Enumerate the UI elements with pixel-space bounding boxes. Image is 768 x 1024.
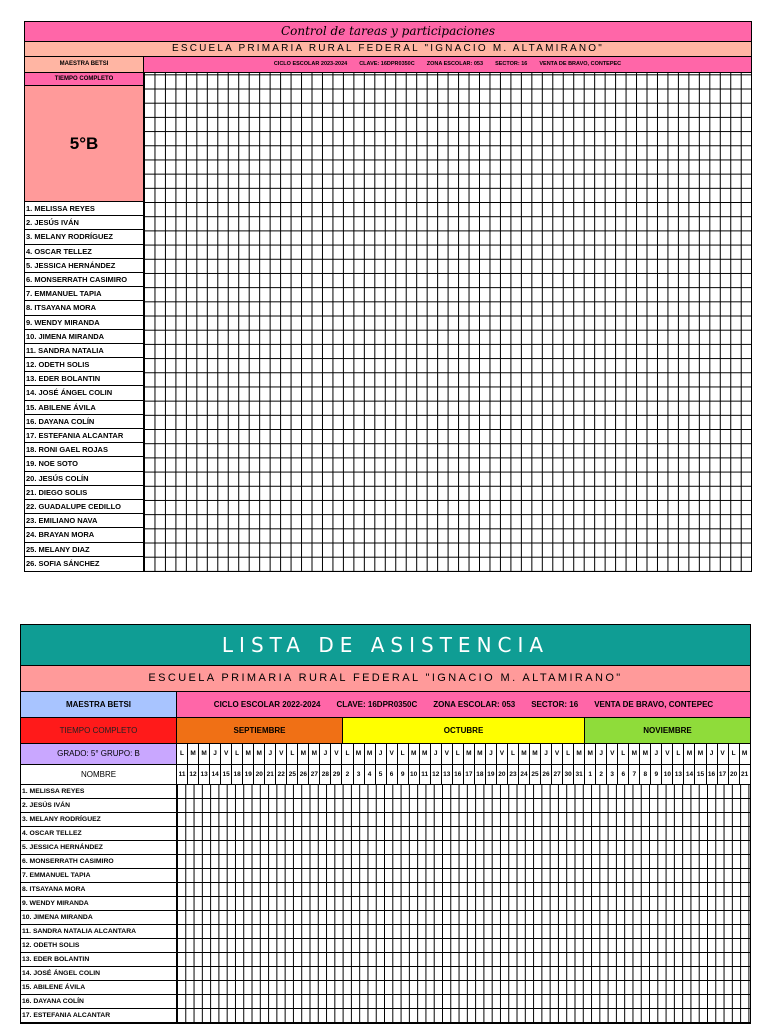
date-cell: 25 xyxy=(530,765,541,784)
weekday-cell: M xyxy=(409,744,420,764)
student-name: 5. JESSICA HERNÁNDEZ xyxy=(21,841,176,855)
weekday-cell: M xyxy=(574,744,585,764)
weekday-cell: V xyxy=(442,744,453,764)
student-name: 17. ESTEFANIA ALCANTAR xyxy=(21,1009,176,1023)
asistencia-grade-group: GRADO: 5° GRUPO: B xyxy=(21,744,177,764)
asistencia-ciclo: CICLO ESCOLAR 2022-2024 xyxy=(213,700,321,709)
weekday-cell: L xyxy=(177,744,188,764)
student-name: 9. WENDY MIRANDA xyxy=(25,316,143,330)
student-name: 21. DIEGO SOLIS xyxy=(25,486,143,500)
date-cell: 11 xyxy=(420,765,431,784)
weekday-cell: L xyxy=(398,744,409,764)
date-headers xyxy=(177,765,750,784)
month-octubre: OCTUBRE xyxy=(343,718,585,743)
tareas-school-name: ESCUELA PRIMARIA RURAL FEDERAL "IGNACIO M. ALTAMIRANO" xyxy=(24,42,752,57)
weekday-cell: V xyxy=(607,744,618,764)
weekday-cell: M xyxy=(254,744,265,764)
student-name: 16. DAYANA COLÍN xyxy=(25,415,143,429)
student-name: 2. JESÚS IVÁN xyxy=(25,216,143,230)
student-name: 15. ABILENE ÁVILA xyxy=(25,401,143,415)
date-cell: 21 xyxy=(740,771,749,778)
weekday-cell: L xyxy=(508,744,519,764)
student-name: 14. JOSÉ ÁNGEL COLIN xyxy=(25,386,143,400)
date-cell: 14 xyxy=(210,765,221,784)
weekday-cell: M xyxy=(741,750,748,757)
asistencia-title: LISTA DE ASISTENCIA xyxy=(20,624,751,666)
weekday-cell: L xyxy=(453,744,464,764)
weekday-cell: M xyxy=(199,744,210,764)
date-cell: 15 xyxy=(221,765,232,784)
student-name: 10. JIMENA MIRANDA xyxy=(21,911,176,925)
weekday-cell: J xyxy=(541,744,552,764)
date-cell: 19 xyxy=(243,765,254,784)
asistencia-clave: CLAVE: 16DPR0350C xyxy=(336,700,418,709)
date-cell: 30 xyxy=(563,765,574,784)
tareas-title: Control de tareas y participaciones xyxy=(24,21,752,42)
weekday-cell: L xyxy=(729,744,740,764)
student-name: 4. OSCAR TELLEZ xyxy=(25,245,143,259)
asistencia-sector: SECTOR: 16 xyxy=(531,700,579,709)
weekday-cell: V xyxy=(552,744,563,764)
asistencia-student-list xyxy=(21,785,177,1023)
student-name: 20. JESÚS COLÍN xyxy=(25,472,143,486)
weekday-cell: M xyxy=(298,744,309,764)
tareas-sector: SECTOR: 16 xyxy=(495,61,528,67)
asistencia-zona: ZONA ESCOLAR: 053 xyxy=(433,700,516,709)
weekday-cell: M xyxy=(420,744,431,764)
student-name: 7. EMMANUEL TAPIA xyxy=(21,869,176,883)
student-name: 5. JESSICA HERNÁNDEZ xyxy=(25,259,143,273)
date-cell: 31 xyxy=(574,765,585,784)
weekday-cell: M xyxy=(530,744,541,764)
weekday-cell: M xyxy=(475,744,486,764)
date-cell: 7 xyxy=(629,765,640,784)
tareas-teacher: MAESTRA BETSI xyxy=(25,57,144,72)
date-cell: 6 xyxy=(387,765,398,784)
date-cell: 27 xyxy=(309,765,320,784)
asistencia-school-name: ESCUELA PRIMARIA RURAL FEDERAL "IGNACIO M. ALTAMIRANO" xyxy=(20,666,751,692)
asistencia-dates-row xyxy=(20,765,751,785)
weekday-cell: J xyxy=(707,744,718,764)
weekday-cell: M xyxy=(365,744,376,764)
weekday-cell: M xyxy=(695,744,706,764)
student-name: 19. NOE SOTO xyxy=(25,457,143,471)
student-name: 10. JIMENA MIRANDA xyxy=(25,330,143,344)
date-cell: 9 xyxy=(398,765,409,784)
date-cell: 24 xyxy=(519,765,530,784)
student-name: 6. MONSERRATH CASIMIRO xyxy=(21,855,176,869)
date-cell: 23 xyxy=(508,765,519,784)
asistencia-school-info xyxy=(177,692,750,717)
date-cell: 19 xyxy=(486,765,497,784)
student-name: 2. JESÚS IVÁN xyxy=(21,799,176,813)
date-cell: 2 xyxy=(342,765,353,784)
asistencia-body xyxy=(20,785,751,1024)
student-name: 13. EDER BOLANTIN xyxy=(25,372,143,386)
weekday-cell: V xyxy=(718,744,729,764)
weekday-cell: J xyxy=(210,744,221,764)
weekday-cell: M xyxy=(243,744,254,764)
weekday-cell: L xyxy=(563,744,574,764)
student-name: 13. EDER BOLANTIN xyxy=(21,953,176,967)
month-septiembre: SEPTIEMBRE xyxy=(177,718,343,743)
date-cell: 8 xyxy=(640,765,651,784)
weekday-cell: L xyxy=(232,744,243,764)
weekday-cell: V xyxy=(387,744,398,764)
weekday-cell: M xyxy=(464,744,475,764)
weekday-cell: L xyxy=(618,744,629,764)
date-cell: 18 xyxy=(475,765,486,784)
weekday-cell: V xyxy=(331,744,342,764)
tareas-zona: ZONA ESCOLAR: 053 xyxy=(426,61,484,67)
student-name: 24. BRAYAN MORA xyxy=(25,528,143,542)
student-name: 8. ITSAYANA MORA xyxy=(25,301,143,315)
date-cell: 13 xyxy=(673,765,684,784)
asistencia-nombre-header: NOMBRE xyxy=(21,765,177,784)
date-cell: 13 xyxy=(199,765,210,784)
student-name: 9. WENDY MIRANDA xyxy=(21,897,176,911)
date-cell: 29 xyxy=(331,765,342,784)
date-cell: 12 xyxy=(188,765,199,784)
date-cell: 15 xyxy=(695,765,706,784)
weekday-cell: M xyxy=(585,744,596,764)
weekday-cell: J xyxy=(651,744,662,764)
date-cell: 1 xyxy=(585,765,596,784)
weekday-cell: V xyxy=(497,744,508,764)
student-name: 12. ODETH SOLIS xyxy=(25,358,143,372)
date-cell: 20 xyxy=(497,765,508,784)
tareas-clave: CLAVE: 16DPR0350C xyxy=(359,61,415,67)
weekday-headers xyxy=(177,744,750,764)
date-cell: 14 xyxy=(684,765,695,784)
tareas-lugar: VENTA DE BRAVO, CONTEPEC xyxy=(539,61,622,67)
date-cell: 3 xyxy=(354,765,365,784)
asistencia-mark-grid[interactable] xyxy=(177,785,750,1023)
student-name: 12. ODETH SOLIS xyxy=(21,939,176,953)
date-cell: 6 xyxy=(618,765,629,784)
date-cell: 21 xyxy=(265,765,276,784)
student-name: 15. ABILENE ÁVILA xyxy=(21,981,176,995)
weekday-cell: M xyxy=(684,744,695,764)
asistencia-sheet xyxy=(20,624,751,1024)
tareas-student-list xyxy=(25,202,143,571)
date-cell: 11 xyxy=(177,765,188,784)
student-name: 14. JOSÉ ÁNGEL COLIN xyxy=(21,967,176,981)
date-cell: 12 xyxy=(431,765,442,784)
tareas-tiempo-completo: TIEMPO COMPLETO xyxy=(25,73,143,86)
date-cell: 2 xyxy=(596,765,607,784)
date-cell: 27 xyxy=(552,765,563,784)
weekday-cell: L xyxy=(342,744,353,764)
weekday-cell: V xyxy=(276,744,287,764)
student-name: 23. EMILIANO NAVA xyxy=(25,514,143,528)
month-noviembre: NOVIEMBRE xyxy=(585,718,750,743)
tareas-mark-grid[interactable] xyxy=(144,73,751,571)
weekday-cell: J xyxy=(376,744,387,764)
tareas-sheet xyxy=(24,21,752,572)
date-cell: 10 xyxy=(662,765,673,784)
student-name: 16. DAYANA COLÍN xyxy=(21,995,176,1009)
date-cell: 10 xyxy=(409,765,420,784)
date-cell: 13 xyxy=(442,765,453,784)
weekday-cell: V xyxy=(221,744,232,764)
student-name: 1. MELISSA REYES xyxy=(25,202,143,216)
weekday-cell: M xyxy=(519,744,530,764)
tareas-grade-label: 5°B xyxy=(25,86,143,202)
date-cell: 5 xyxy=(376,765,387,784)
weekday-cell: M xyxy=(629,744,640,764)
weekday-cell: J xyxy=(265,744,276,764)
student-name: 25. MELANY DIAZ xyxy=(25,543,143,557)
asistencia-info-row xyxy=(20,692,751,718)
student-name: 11. SANDRA NATALIA ALCANTARA xyxy=(21,925,176,939)
asistencia-months-row xyxy=(20,718,751,744)
date-cell: 25 xyxy=(287,765,298,784)
asistencia-tiempo-completo: TIEMPO COMPLETO xyxy=(21,718,177,743)
tareas-ciclo: CICLO ESCOLAR 2023-2024 xyxy=(273,61,348,67)
date-cell: 20 xyxy=(729,765,740,784)
date-cell: 26 xyxy=(541,765,552,784)
date-cell: 20 xyxy=(254,765,265,784)
asistencia-lugar: VENTA DE BRAVO, CONTEPEC xyxy=(594,700,714,709)
weekday-cell: L xyxy=(287,744,298,764)
date-cell: 22 xyxy=(276,765,287,784)
student-name: 22. GUADALUPE CEDILLO xyxy=(25,500,143,514)
date-cell: 28 xyxy=(320,765,331,784)
weekday-cell: J xyxy=(431,744,442,764)
tareas-student-column xyxy=(25,73,144,571)
date-cell: 4 xyxy=(365,765,376,784)
student-name: 3. MELANY RODRÍGUEZ xyxy=(25,230,143,244)
student-name: 4. OSCAR TELLEZ xyxy=(21,827,176,841)
student-name: 7. EMMANUEL TAPIA xyxy=(25,287,143,301)
student-name: 3. MELANY RODRÍGUEZ xyxy=(21,813,176,827)
student-name: 17. ESTEFANIA ALCANTAR xyxy=(25,429,143,443)
student-name: 1. MELISSA REYES xyxy=(21,785,176,799)
date-cell: 26 xyxy=(298,765,309,784)
weekday-cell: M xyxy=(188,744,199,764)
weekday-cell: V xyxy=(662,744,673,764)
tareas-body xyxy=(24,73,752,572)
date-cell: 9 xyxy=(651,765,662,784)
weekday-cell: J xyxy=(320,744,331,764)
date-cell: 17 xyxy=(718,765,729,784)
student-name: 26. SOFIA SÁNCHEZ xyxy=(26,558,100,568)
student-name: 6. MONSERRATH CASIMIRO xyxy=(25,273,143,287)
student-name: 11. SANDRA NATALIA xyxy=(25,344,143,358)
weekday-cell: M xyxy=(640,744,651,764)
date-cell: 16 xyxy=(453,765,464,784)
student-name: 18. RONI GAEL ROJAS xyxy=(25,443,143,457)
tareas-info-row xyxy=(24,57,752,73)
weekday-cell: M xyxy=(309,744,320,764)
date-cell: 16 xyxy=(707,765,718,784)
student-name: 8. ITSAYANA MORA xyxy=(21,883,176,897)
date-cell: 17 xyxy=(464,765,475,784)
weekday-cell: L xyxy=(673,744,684,764)
weekday-cell: J xyxy=(596,744,607,764)
weekday-cell: M xyxy=(354,744,365,764)
asistencia-weekdays-row xyxy=(20,744,751,765)
date-cell: 18 xyxy=(232,765,243,784)
asistencia-teacher: MAESTRA BETSI xyxy=(21,692,177,717)
date-cell: 3 xyxy=(607,765,618,784)
weekday-cell: J xyxy=(486,744,497,764)
tareas-school-info xyxy=(144,57,751,72)
